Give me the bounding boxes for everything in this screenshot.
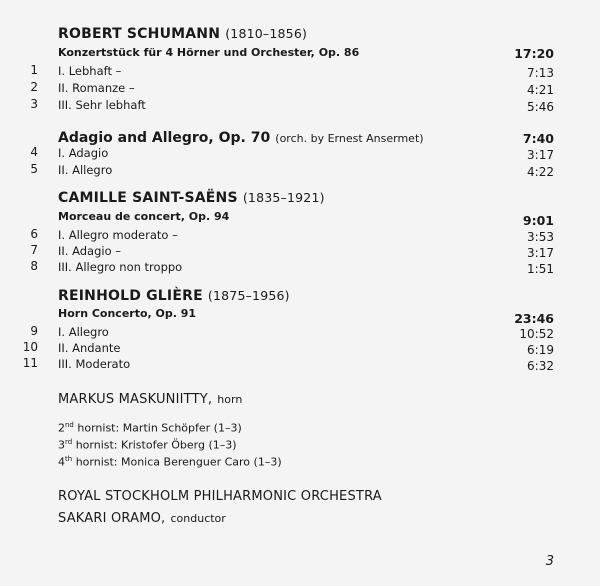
track-number: 7 bbox=[30, 243, 38, 257]
track-title: II. Allegro bbox=[58, 163, 113, 177]
track-number: 6 bbox=[30, 227, 38, 241]
track-time: 3:17 bbox=[527, 148, 554, 162]
soloist-name: MARKUS MASKUNIITTY, bbox=[58, 392, 213, 407]
track-number: 11 bbox=[22, 356, 38, 370]
track-time: 3:53 bbox=[527, 230, 554, 244]
hornist-credit bbox=[58, 421, 242, 435]
track-time: 10:52 bbox=[519, 327, 554, 341]
track-time: 4:22 bbox=[527, 165, 554, 179]
hornist-ordinal: 4 bbox=[58, 455, 65, 469]
conductor-name: SAKARI ORAMO, bbox=[58, 511, 166, 526]
hornist-ordinal-suffix: nd bbox=[65, 421, 74, 429]
track-number: 2 bbox=[30, 80, 38, 94]
hornist-text: hornist: Kristofer Öberg (1–3) bbox=[75, 438, 237, 452]
hornist-text: hornist: Martin Schöpfer (1–3) bbox=[77, 421, 242, 435]
track-title: I. Adagio bbox=[58, 146, 109, 160]
hornist-text: hornist: Monica Berenguer Caro (1–3) bbox=[75, 455, 282, 469]
track-time: 6:32 bbox=[527, 359, 554, 373]
track-title: II. Adagio – bbox=[58, 244, 122, 258]
track-time: 5:46 bbox=[527, 100, 554, 114]
orchestra-credit: ROYAL STOCKHOLM PHILHARMONIC ORCHESTRA bbox=[58, 489, 382, 504]
track-number: 1 bbox=[30, 63, 38, 77]
work-note: (orch. by Ernest Ansermet) bbox=[275, 132, 424, 145]
conductor-role: conductor bbox=[170, 512, 226, 525]
track-title: I. Allegro bbox=[58, 325, 109, 339]
track-time: 4:21 bbox=[527, 83, 554, 97]
track-number: 4 bbox=[30, 145, 38, 159]
conductor-credit bbox=[58, 507, 226, 526]
track-number: 5 bbox=[30, 162, 38, 176]
hornist-ordinal: 3 bbox=[58, 438, 65, 452]
track-time: 7:13 bbox=[527, 66, 554, 80]
track-time: 6:19 bbox=[527, 343, 554, 357]
work-total-time: 23:46 bbox=[514, 311, 554, 326]
hornist-ordinal-suffix: th bbox=[65, 455, 73, 463]
track-number: 9 bbox=[30, 324, 38, 338]
hornist-credit bbox=[58, 455, 282, 469]
track-title: I. Allegro moderato – bbox=[58, 228, 178, 242]
track-title: II. Romanze – bbox=[58, 81, 135, 95]
track-number: 10 bbox=[22, 340, 38, 354]
hornist-ordinal-suffix: rd bbox=[65, 438, 73, 446]
track-time: 1:51 bbox=[527, 262, 554, 276]
track-number: 3 bbox=[30, 97, 38, 111]
work-title: Horn Concerto, Op. 91 bbox=[58, 307, 197, 320]
soloist-role: horn bbox=[217, 393, 243, 406]
composer-dates: (1835–1921) bbox=[242, 190, 325, 205]
work-title: Morceau de concert, Op. 94 bbox=[58, 210, 230, 223]
composer-heading bbox=[58, 190, 325, 206]
work-total-time: 7:40 bbox=[522, 131, 554, 146]
composer-name: CAMILLE SAINT-SAËNS bbox=[58, 190, 238, 206]
composer-dates: (1875–1956) bbox=[207, 288, 290, 303]
composer-heading bbox=[58, 288, 290, 304]
track-title: III. Sehr lebhaft bbox=[58, 98, 146, 112]
work-heading bbox=[58, 127, 424, 146]
track-number: 8 bbox=[30, 259, 38, 273]
track-title: II. Andante bbox=[58, 341, 121, 355]
soloist-credit bbox=[58, 388, 242, 407]
work-total-time: 9:01 bbox=[522, 213, 554, 228]
track-time: 3:17 bbox=[527, 246, 554, 260]
hornist-credit bbox=[58, 438, 237, 452]
work-total-time: 17:20 bbox=[514, 46, 554, 61]
composer-heading bbox=[58, 26, 307, 42]
composer-name: REINHOLD GLIÈRE bbox=[58, 288, 203, 304]
track-title: III. Allegro non troppo bbox=[58, 260, 183, 274]
work-title: Konzertstück für 4 Hörner und Orchester, Op. 86 bbox=[58, 46, 360, 59]
track-title: III. Moderato bbox=[58, 357, 131, 371]
page-number: 3 bbox=[545, 554, 554, 569]
composer-name: ROBERT SCHUMANN bbox=[58, 26, 221, 42]
hornist-ordinal: 2 bbox=[58, 421, 65, 435]
track-title: I. Lebhaft – bbox=[58, 64, 122, 78]
work-title: Adagio and Allegro, Op. 70 bbox=[58, 130, 271, 146]
composer-dates: (1810–1856) bbox=[225, 26, 308, 41]
